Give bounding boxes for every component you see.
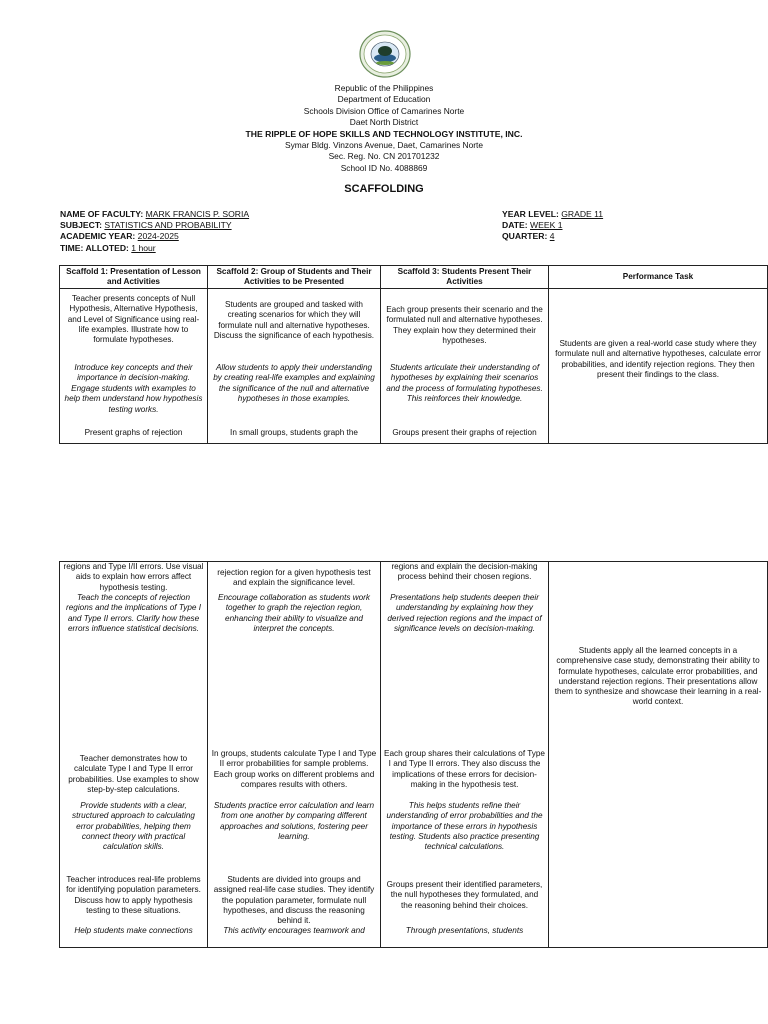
scaffold3-cell-cont <box>381 562 549 948</box>
institute-name: THE RIPPLE OF HOPE SKILLS AND TECHNOLOGY INSTITUTE, INC. <box>245 128 523 139</box>
district-line: Daet North District <box>349 117 419 128</box>
year-level-value: GRADE 11 <box>561 209 604 219</box>
scaffold2-text-a: rejection region for a given hypothesis test and explain the significance level. <box>217 568 371 588</box>
scaffold2-text: Students are grouped and tasked with creating scenarios for which they will formulate null and alternative hypotheses. Discuss the significance of each hypothesis. <box>213 300 375 340</box>
scaffold2-note-b: Encourage collaboration as students work together to graph the rejection region, enhancing their ability to visualize and interpret the concepts. <box>217 593 370 633</box>
quarter-label: QUARTER: <box>502 231 548 242</box>
scaffold3-cell <box>381 289 549 444</box>
institute-address: Symar Bldg. Vinzons Avenue, Daet, Camarines Norte <box>285 140 483 151</box>
scaffold2-text-e: Students are divided into groups and assigned real-life case studies. They identify the population parameter, formulate null hypotheses, and discuss the reasoning behind it. <box>213 875 375 926</box>
scaffold1-cell <box>60 289 208 444</box>
scaffold2-note: Allow students to apply their understanding by creating real-life examples and explaining the significance of the null and alternative hypotheses in those examples. <box>213 363 375 403</box>
level-meta <box>502 209 603 243</box>
scaffold1-text-a: regions and Type I/II errors. Use visual aids to explain how errors affect hypothesis testing. <box>63 562 204 592</box>
time-label: TIME: ALLOTED: <box>60 242 129 253</box>
scaffold2-text-cont: In small groups, students graph the <box>230 428 358 437</box>
scaffold3-text-cont: Groups present their graphs of rejection <box>392 428 537 437</box>
date-label: DATE: <box>502 220 528 231</box>
performance-task-text-2: Students apply all the learned concepts in a comprehensive case study, demonstrating their ability to formulate hypotheses, calculate error probabilities, and understand rejection regions. Their presentations allow them to synthesize and showcase their learning in a real-world context. <box>554 646 762 707</box>
performance-task-cell-cont <box>549 562 768 948</box>
scaffold1-note: Introduce key concepts and their importance in decision-making. <box>74 363 193 383</box>
scaffolding-table-part2 <box>59 561 768 948</box>
school-id: School ID No. 4088869 <box>340 162 428 173</box>
faculty-value: MARK FRANCIS P. SORIA <box>145 209 250 219</box>
scaffold1-text-cont: Present graphs of rejection <box>84 428 183 437</box>
scaffold1-note2: Engage students with examples to help them understand how hypothesis testing works. <box>64 384 203 414</box>
subject-label: SUBJECT: <box>60 220 103 231</box>
academic-year-label: ACADEMIC YEAR: <box>60 231 136 242</box>
document-header <box>0 83 768 174</box>
scaffold1-note-f: Help students make connections <box>74 926 193 935</box>
scaffold3-text: Each group presents their scenario and the formulated null and alternative hypotheses. They explain how they determined their hypotheses. <box>386 305 543 345</box>
time-value: 1 hour <box>131 242 156 253</box>
scaffold3-note: Students articulate their understanding of hypotheses by explaining their scenarios and the process of formulating hypotheses. This reinforces their knowledge. <box>386 363 543 403</box>
scaffold2-cell-cont <box>208 562 381 948</box>
performance-task-cell <box>549 289 768 444</box>
scaffold1-note-d: Provide students with a clear, structured approach to calculating error probabilities, helping them connect theory with practical calculation skills. <box>72 801 195 852</box>
scaffold3-note-f: Through presentations, students <box>405 926 524 935</box>
division-line: Schools Division Office of Camarines Norte <box>303 105 465 116</box>
scaffold3-text-c: Each group shares their calculations of Type I and Type II errors. They also discuss the implications of these errors for decision-making in the hypothesis test. <box>384 749 545 789</box>
header-scaffold1: Scaffold 1: Presentation of Lesson and Activities <box>60 266 208 289</box>
scaffold3-text-a: regions and explain the decision-making process behind their chosen regions. <box>391 562 538 582</box>
sec-reg-number: Sec. Reg. No. CN 201701232 <box>328 151 440 162</box>
page-title: SCAFFOLDING <box>344 183 424 195</box>
scaffold1-text: Teacher presents concepts of Null Hypothesis, Alternative Hypothesis, and Level of Significance using real-life examples. Illustrate how to formulate hypotheses. <box>67 294 200 345</box>
year-level-label: YEAR LEVEL: <box>502 209 559 219</box>
scaffold1-cell-cont <box>60 562 208 948</box>
scaffold1-text-e: Teacher introduces real-life problems for identifying population parameters. Discuss how to apply hypothesis testing to these situations. <box>66 875 201 915</box>
subject-value: STATISTICS AND PROBABILITY <box>104 220 232 231</box>
school-seal-logo <box>359 30 411 78</box>
scaffold2-text-c: In groups, students calculate Type I and Type II error probabilities for sample problems. Each group works on different problems and compares results with others. <box>211 749 377 789</box>
header-scaffold3: Scaffold 3: Students Present Their Activities <box>381 266 549 289</box>
faculty-meta <box>60 209 249 254</box>
scaffold1-note-b: Teach the concepts of rejection regions and the implications of Type I and Type II errors. Clarify how these errors influence statistical decisions. <box>65 593 201 633</box>
performance-task-text: Students are given a real-world case study where they formulate null and alternative hypotheses, calculate error probabilities, and identify rejection regions. They then present their findings to the class. <box>555 339 761 379</box>
quarter-value: 4 <box>549 231 555 242</box>
scaffold3-note-b: Presentations help students deepen their understanding by explaining how they derived rejection regions and the impact of significance levels on decision-making. <box>387 593 542 633</box>
scaffold2-note-d: Students practice error calculation and learn from one another by comparing different approaches and solutions, fostering peer learning. <box>213 801 375 841</box>
scaffold2-note-f: This activity encourages teamwork and <box>223 926 365 935</box>
scaffold3-text-e: Groups present their identified parameters, the null hypotheses they formulated, and the reasoning behind their choices. <box>386 880 543 910</box>
scaffolding-table-part1 <box>59 265 768 444</box>
scaffold3-note-d: This helps students refine their understanding of error probabilities and the importance of these errors in hypothesis testing. Students also practice presenting technical calculations. <box>386 801 543 852</box>
header-scaffold2: Scaffold 2: Group of Students and Their Activities to be Presented <box>208 266 381 289</box>
academic-year-value: 2024-2025 <box>137 231 179 242</box>
scaffold2-cell <box>208 289 381 444</box>
deped-line: Department of Education <box>337 94 431 105</box>
scaffold1-text-c: Teacher demonstrates how to calculate Type I and Type II error probabilities. Use examples to show step-by-step calculations. <box>68 754 199 794</box>
date-value: WEEK 1 <box>530 220 563 231</box>
faculty-label: NAME OF FACULTY: <box>60 209 144 219</box>
header-performance-task: Performance Task <box>549 266 768 289</box>
republic-line: Republic of the Philippines <box>334 83 434 93</box>
